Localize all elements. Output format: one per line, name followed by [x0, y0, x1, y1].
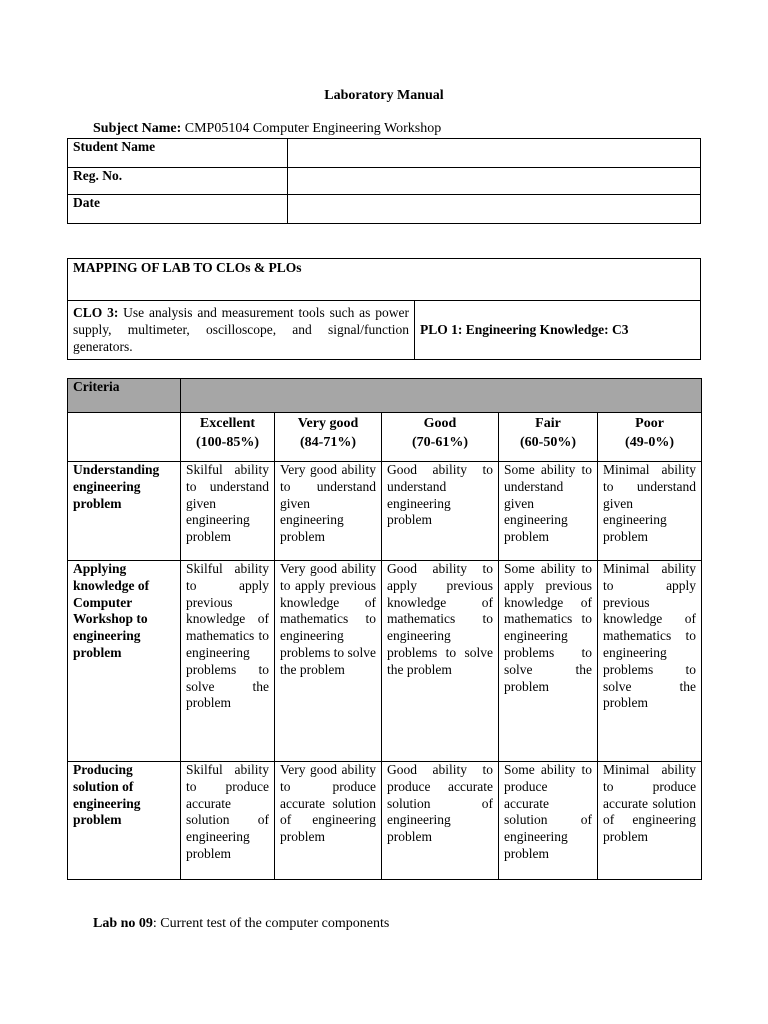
rubric-cell: Good ability to understand engineering problem: [382, 462, 499, 561]
subject-line: [93, 121, 441, 137]
level-very-good: [275, 413, 382, 462]
clo-plo-mapping-table: [67, 258, 701, 360]
student-name-label: Student Name: [68, 139, 288, 168]
rubric-cell: Very good ability to produce accurate solution of engineering problem: [275, 762, 382, 880]
rubric-cell: Skilful ability to apply previous knowledge of mathematics to engineering problems to solve the problem: [181, 561, 275, 762]
level-excellent: [181, 413, 275, 462]
rubric-cell: Minimal ability to produce accurate solution of engineering problem: [598, 762, 702, 880]
rubric-row-applying: [68, 561, 702, 762]
rubric-cell: Skilful ability to understand given engineering problem: [181, 462, 275, 561]
rubric-row-understanding: [68, 462, 702, 561]
rubric-cell: Some ability to produce accurate solution of engineering problem: [499, 762, 598, 880]
student-name-field[interactable]: [288, 139, 701, 168]
level-range: (60-50%): [520, 435, 576, 450]
rubric-cell: Minimal ability to understand given engineering problem: [598, 462, 702, 561]
date-field[interactable]: [288, 195, 701, 224]
subject-value: CMP05104 Computer Engineering Workshop: [181, 121, 442, 136]
lab-title: [93, 916, 389, 932]
rubric-cell: Very good ability to understand given engineering problem: [275, 462, 382, 561]
rubric-cell: Good ability to produce accurate solution of engineering problem: [382, 762, 499, 880]
level-name: Poor: [635, 416, 664, 431]
level-fair: [499, 413, 598, 462]
level-name: Fair: [535, 416, 561, 431]
subject-label: Subject Name:: [93, 121, 182, 136]
plo-cell: PLO 1: Engineering Knowledge: C3: [415, 301, 701, 360]
rubric-cell: Skilful ability to produce accurate solution of engineering problem: [181, 762, 275, 880]
criterion-applying: Applying knowledge of Computer Workshop to engineering problem: [68, 561, 181, 762]
mapping-heading: MAPPING OF LAB TO CLOs & PLOs: [68, 259, 701, 301]
level-header-blank: [68, 413, 181, 462]
lab-description: : Current test of the computer components: [152, 916, 390, 931]
clo-text: Use analysis and measurement tools such as power supply, multimeter, oscilloscope, and signal/function generators.: [73, 305, 409, 354]
rubric-table: [67, 378, 702, 880]
date-label: Date: [68, 195, 288, 224]
level-range: (49-0%): [625, 435, 675, 450]
rubric-cell: Some ability to understand given engineering problem: [499, 462, 598, 561]
criteria-header: Criteria: [68, 379, 181, 413]
level-range: (70-61%): [412, 435, 468, 450]
level-name: Very good: [297, 416, 359, 431]
reg-no-label: Reg. No.: [68, 168, 288, 195]
rubric-cell: Good ability to apply previous knowledge of mathematics to engineering problems to solve the problem: [382, 561, 499, 762]
level-range: (84-71%): [300, 435, 356, 450]
level-name: Excellent: [199, 416, 256, 431]
reg-no-field[interactable]: [288, 168, 701, 195]
criterion-producing: Producing solution of engineering problem: [68, 762, 181, 880]
criteria-header-bar: [181, 379, 702, 413]
lab-number: Lab no 09: [93, 916, 153, 931]
page-title: Laboratory Manual: [324, 88, 444, 103]
level-poor: [598, 413, 702, 462]
rubric-cell: Very good ability to apply previous knowledge of mathematics to engineering problems to solve the problem: [275, 561, 382, 762]
level-name: Good: [423, 416, 457, 431]
rubric-row-producing: [68, 762, 702, 880]
rubric-cell: Some ability to apply previous knowledge of mathematics to engineering problems to solve the problem: [499, 561, 598, 762]
criterion-understanding: Understanding engineering problem: [68, 462, 181, 561]
clo-cell: [68, 301, 415, 360]
clo-label: CLO 3:: [73, 305, 119, 320]
rubric-cell: Minimal ability to apply previous knowledge of mathematics to engineering problems to solve the problem: [598, 561, 702, 762]
student-info-table: [67, 138, 701, 224]
level-range: (100-85%): [196, 435, 259, 450]
level-good: [382, 413, 499, 462]
